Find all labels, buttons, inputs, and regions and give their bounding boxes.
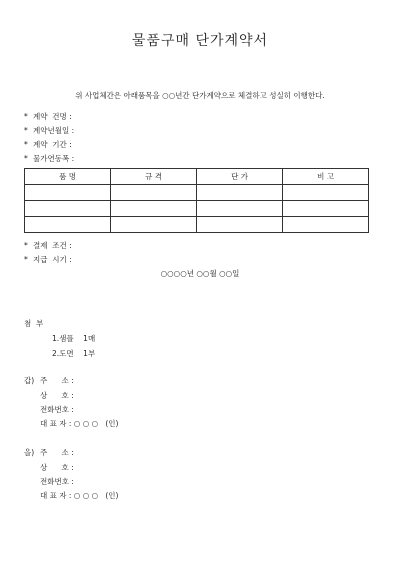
table-cell xyxy=(111,185,197,201)
bullet-star: * xyxy=(24,154,28,163)
items-table xyxy=(24,168,369,233)
field-payment-timing xyxy=(24,254,72,265)
table-cell xyxy=(197,185,283,201)
field-label: 결제 조건 : xyxy=(33,241,72,250)
field-price-index xyxy=(24,153,74,164)
table-row xyxy=(25,185,369,201)
table-cell xyxy=(283,217,369,233)
header-item-name: 품 명 xyxy=(25,169,111,185)
table-cell xyxy=(197,201,283,217)
party-a-company: 상 호 : xyxy=(40,391,74,400)
table-cell xyxy=(111,217,197,233)
document-title: 물품구매 단가계약서 xyxy=(131,33,269,49)
table-cell xyxy=(25,185,111,201)
party-a-representative: 대 표 자 : ○ ○ ○ (인) xyxy=(40,419,119,428)
attachment-item: 2.도면 1부 xyxy=(52,349,96,358)
field-label: 계약 기간 : xyxy=(33,140,72,149)
field-payment-terms xyxy=(24,240,72,251)
field-contract-name xyxy=(24,111,72,122)
party-b-phone: 전화번호 : xyxy=(40,477,74,486)
bullet-star: * xyxy=(24,126,28,135)
party-b-representative: 대 표 자 : ○ ○ ○ (인) xyxy=(40,491,119,500)
table-cell xyxy=(283,185,369,201)
header-unit-price: 단 가 xyxy=(197,169,283,185)
field-contract-date xyxy=(24,125,74,136)
bullet-star: * xyxy=(24,140,28,149)
party-b-company: 상 호 : xyxy=(40,463,74,472)
table-cell xyxy=(111,201,197,217)
party-a-phone: 전화번호 : xyxy=(40,405,74,414)
contract-date-line: ○○○○년 ○○월 ○○일 xyxy=(160,269,240,278)
attachments-heading: 첨 부 xyxy=(24,319,44,328)
field-label: 지급 시기 : xyxy=(33,255,72,264)
attachment-item: 1.샘플 1매 xyxy=(52,334,96,343)
header-spec: 규 격 xyxy=(111,169,197,185)
party-a-address: 주 소 : xyxy=(40,376,74,385)
table-cell xyxy=(25,217,111,233)
party-b-label: 을) xyxy=(24,448,35,457)
table-header-row xyxy=(25,169,369,185)
bullet-star: * xyxy=(24,241,28,250)
party-a-label: 갑) xyxy=(24,376,35,385)
table-row xyxy=(25,217,369,233)
bullet-star: * xyxy=(24,112,28,121)
field-label: 계약년월일 : xyxy=(33,126,75,135)
table-row xyxy=(25,201,369,217)
party-b-address: 주 소 : xyxy=(40,448,74,457)
field-contract-period xyxy=(24,139,72,150)
table-cell xyxy=(283,201,369,217)
field-label: 물가연동폭 : xyxy=(33,154,75,163)
header-remarks: 비 고 xyxy=(283,169,369,185)
intro-sentence: 위 사업체간은 아래품목을 ○○년간 단가계약으로 체결하고 성실히 이행한다. xyxy=(75,91,325,100)
table-cell xyxy=(197,217,283,233)
field-label: 계약 건명 : xyxy=(33,112,72,121)
bullet-star: * xyxy=(24,255,28,264)
table-cell xyxy=(25,201,111,217)
